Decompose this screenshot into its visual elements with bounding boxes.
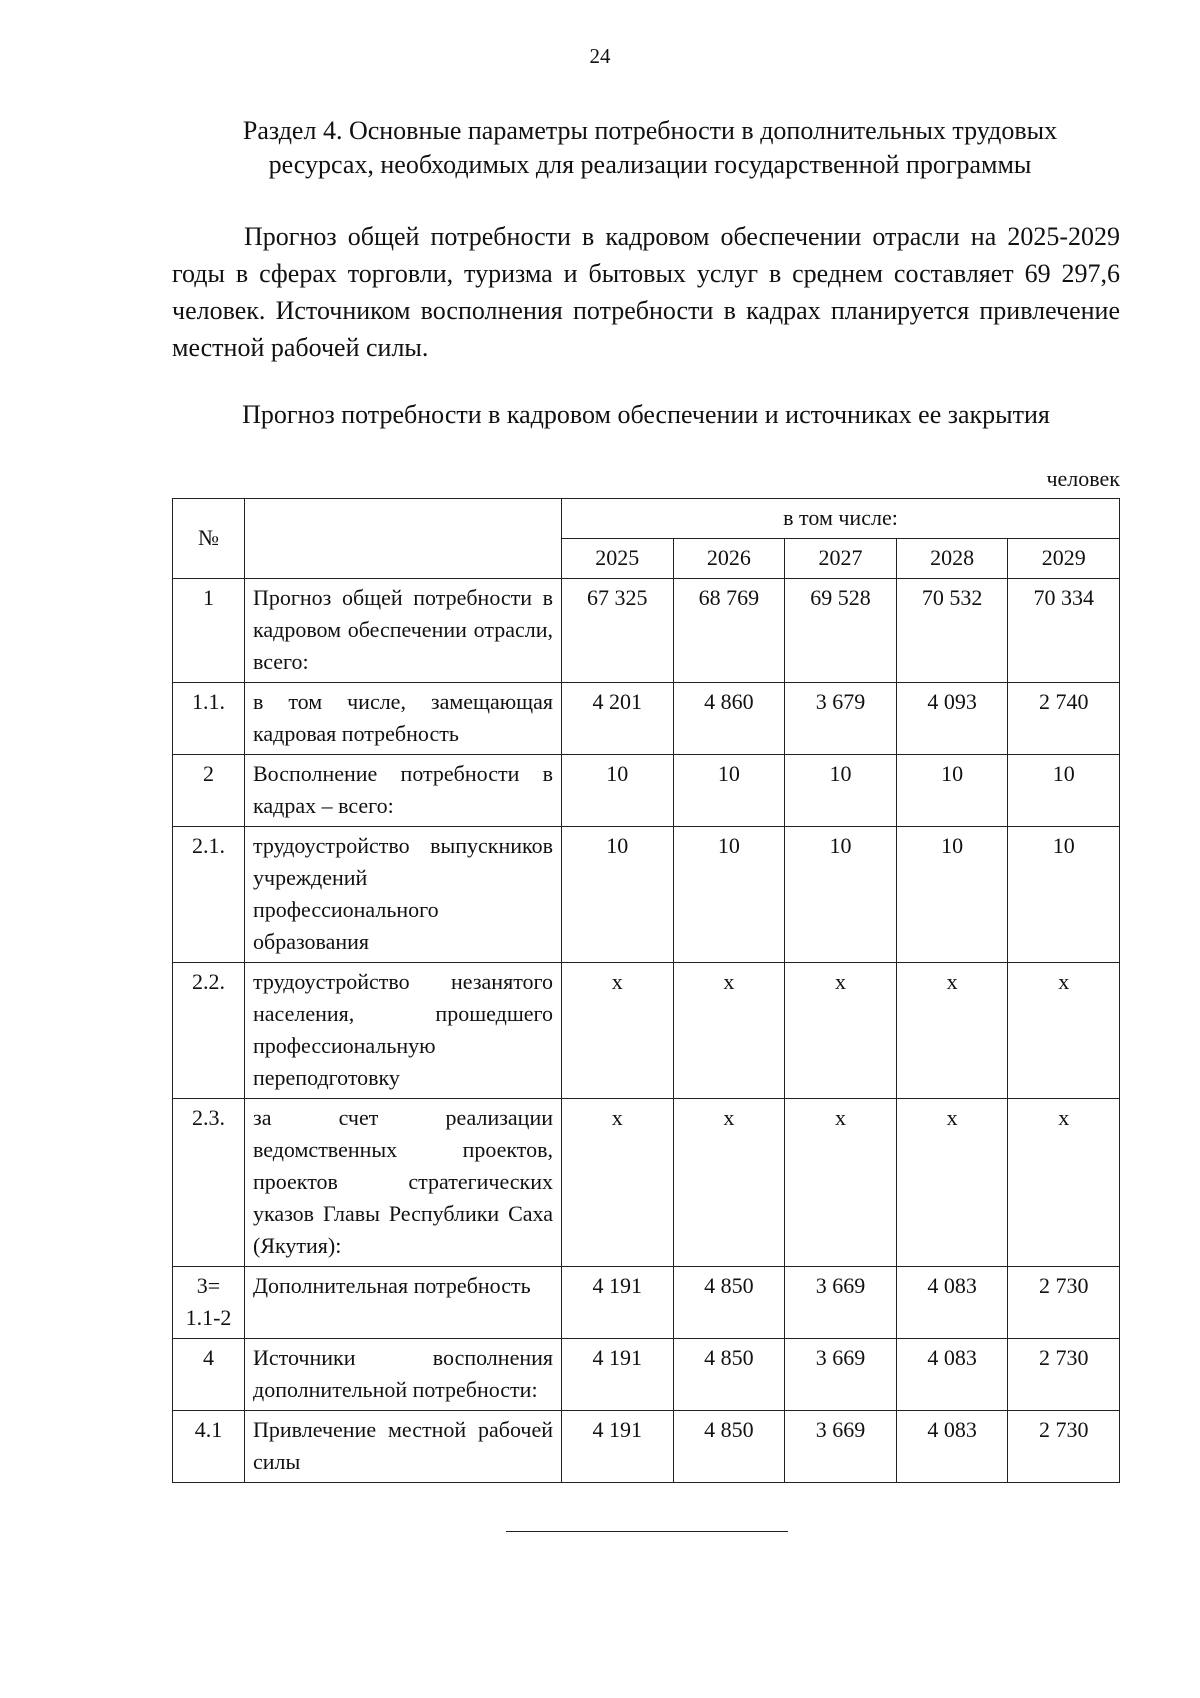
header-year: 2028 [896,539,1008,579]
row-value: 4 191 [562,1339,674,1411]
row-number: 2 [173,755,245,827]
row-value: 2 740 [1008,683,1120,755]
row-value: 3 679 [785,683,897,755]
unit-label: человек [1046,466,1120,491]
row-value: х [673,963,785,1099]
row-value: 68 769 [673,579,785,683]
table-row [173,1267,1120,1339]
table-row [173,1411,1120,1483]
section-title [170,114,1130,182]
row-number: 2.2. [173,963,245,1099]
row-value: 10 [785,827,897,963]
row-value: х [1008,963,1120,1099]
row-value: х [785,963,897,1099]
table-caption: Прогноз потребности в кадровом обеспечении и источниках ее закрытия [242,400,1050,429]
footer-divider [506,1531,788,1532]
row-number: 3= 1.1-2 [173,1267,245,1339]
row-value: х [562,963,674,1099]
table-body [173,579,1120,1483]
row-value: 67 325 [562,579,674,683]
row-value: 4 850 [673,1339,785,1411]
row-name: за счет реализации ведомственных проектов, проектов стратегических указов Главы Республики Саха (Якутия): [245,1099,562,1267]
row-name: Привлечение местной рабочей силы [245,1411,562,1483]
row-value: 4 083 [896,1267,1008,1339]
row-value: х [785,1099,897,1267]
header-no: № [173,499,245,579]
row-value: 10 [673,755,785,827]
table-row [173,1099,1120,1267]
table-row [173,963,1120,1099]
header-year: 2029 [1008,539,1120,579]
row-value: 3 669 [785,1267,897,1339]
row-value: х [562,1099,674,1267]
row-value: 2 730 [1008,1267,1120,1339]
row-number: 1 [173,579,245,683]
row-value: 4 860 [673,683,785,755]
row-name: Источники восполнения дополнительной потребности: [245,1339,562,1411]
table-header-row [173,499,1120,539]
row-number: 4 [173,1339,245,1411]
header-name [245,499,562,579]
row-value: 10 [896,755,1008,827]
row-value: 4 083 [896,1339,1008,1411]
row-value: 10 [562,827,674,963]
row-name: Дополнительная потребность [245,1267,562,1339]
row-number: 4.1 [173,1411,245,1483]
table-row [173,827,1120,963]
row-value: 3 669 [785,1339,897,1411]
row-value: х [896,1099,1008,1267]
row-value: 70 532 [896,579,1008,683]
header-year: 2025 [562,539,674,579]
section-title-line-1: Раздел 4. Основные параметры потребности в дополнительных трудовых [242,116,1058,145]
row-value: 10 [673,827,785,963]
row-value: 3 669 [785,1411,897,1483]
row-value: 4 083 [896,1411,1008,1483]
table-row [173,683,1120,755]
row-value: 10 [1008,755,1120,827]
row-value: 10 [896,827,1008,963]
row-value: х [673,1099,785,1267]
row-number: 2.1. [173,827,245,963]
row-value: 69 528 [785,579,897,683]
header-year: 2027 [785,539,897,579]
row-value: 4 093 [896,683,1008,755]
header-including: в том числе: [562,499,1120,539]
row-number: 1.1. [173,683,245,755]
table-row [173,579,1120,683]
row-value: 10 [1008,827,1120,963]
row-value: х [896,963,1008,1099]
row-name: Восполнение потребности в кадрах – всего: [245,755,562,827]
row-value: 2 730 [1008,1339,1120,1411]
row-name: Прогноз общей потребности в кадровом обеспечении отрасли, всего: [245,579,562,683]
intro-paragraph: Прогноз общей потребности в кадровом обеспечении отрасли на 2025-2029 годы в сферах торговли, туризма и бытовых услуг в среднем составляет 69 297,6 человек. Источником восполнения потребности в кадрах планируется привлечение местной рабочей силы. [172,222,1120,362]
page-number: 24 [589,44,611,68]
row-value: 70 334 [1008,579,1120,683]
row-value: 10 [785,755,897,827]
section-title-line-2: ресурсах, необходимых для реализации государственной программы [268,150,1032,179]
forecast-table [172,498,1120,1483]
row-name: в том числе, замещающая кадровая потребность [245,683,562,755]
table-row [173,1339,1120,1411]
row-name: трудоустройство незанятого населения, прошедшего профессиональную переподготовку [245,963,562,1099]
row-number: 2.3. [173,1099,245,1267]
row-value: 4 850 [673,1411,785,1483]
row-value: 4 201 [562,683,674,755]
row-value: 4 191 [562,1267,674,1339]
row-value: 4 191 [562,1411,674,1483]
table-row [173,755,1120,827]
header-year: 2026 [673,539,785,579]
row-value: х [1008,1099,1120,1267]
row-value: 2 730 [1008,1411,1120,1483]
row-value: 4 850 [673,1267,785,1339]
row-name: трудоустройство выпускников учреждений профессионального образования [245,827,562,963]
row-value: 10 [562,755,674,827]
